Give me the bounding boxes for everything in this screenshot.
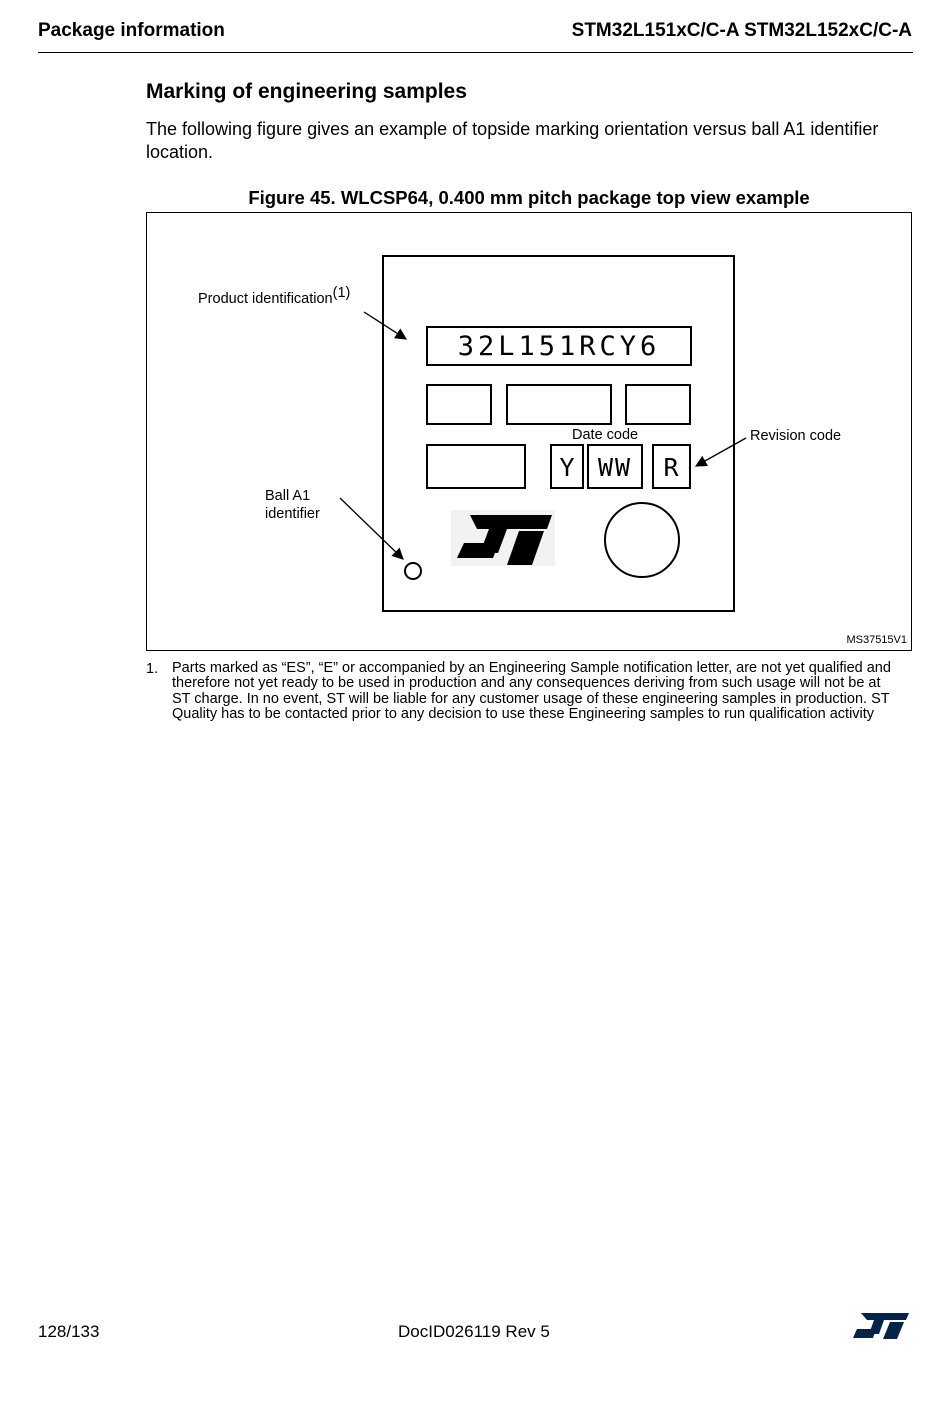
product-id-arrow xyxy=(364,312,406,339)
figure-caption: Figure 45. WLCSP64, 0.400 mm pitch package top view example xyxy=(248,187,810,208)
marking-box-row2-left xyxy=(427,385,491,424)
footer-st-logo-icon xyxy=(852,1311,910,1341)
revision-code-marking: R xyxy=(663,453,679,482)
marking-box-row2-right xyxy=(626,385,690,424)
footnote-number: 1. xyxy=(146,661,159,677)
date-code-week-marking: WW xyxy=(597,453,633,482)
marking-box-row2-middle xyxy=(507,385,611,424)
product-id-marking: 32L151RCY6 xyxy=(457,331,661,362)
section-title: Marking of engineering samples xyxy=(146,80,467,103)
footer-doc-id: DocID026119 Rev 5 xyxy=(398,1322,550,1341)
st-logo-icon xyxy=(451,510,555,566)
ball-a1-label-line2: identifier xyxy=(265,506,320,522)
package-top-view-diagram xyxy=(147,213,913,652)
revision-code-arrow xyxy=(696,438,746,466)
round-mark xyxy=(605,503,679,577)
footer-page-number: 128/133 xyxy=(38,1322,100,1341)
figure-reference: MS37515V1 xyxy=(846,634,907,646)
header-section-title: Package information xyxy=(38,20,225,41)
header-product-title: STM32L151xC/C-A STM32L152xC/C-A xyxy=(571,20,912,41)
figure-frame xyxy=(146,212,912,651)
ball-a1-label-line1: Ball A1 xyxy=(265,488,311,504)
ball-a1-identifier-mark xyxy=(405,563,421,579)
date-code-label: Date code xyxy=(572,427,639,443)
product-id-label: Product identification(1) xyxy=(198,285,351,307)
date-code-year-marking: Y xyxy=(559,453,575,482)
marking-box-row3-left xyxy=(427,445,525,488)
package-outline xyxy=(383,256,734,611)
ball-a1-arrow xyxy=(340,498,403,559)
intro-paragraph: The following figure gives an example of topside marking orientation versus ball A1 identifier location. xyxy=(146,119,879,162)
header-rule xyxy=(38,52,913,53)
revision-code-label: Revision code xyxy=(750,428,842,444)
footnote-text: Parts marked as “ES”, “E” or accompanied by an Engineering Sample notification letter, are not yet qualified and therefore not yet ready to be used in production and any consequences deriving from such usage will not be at ST charge. In no event, ST will be liable for any customer usage of these engineering samples in production. ST Quality has to be contacted prior to any decision to use these Engineering samples to run qualification activity xyxy=(172,660,891,722)
